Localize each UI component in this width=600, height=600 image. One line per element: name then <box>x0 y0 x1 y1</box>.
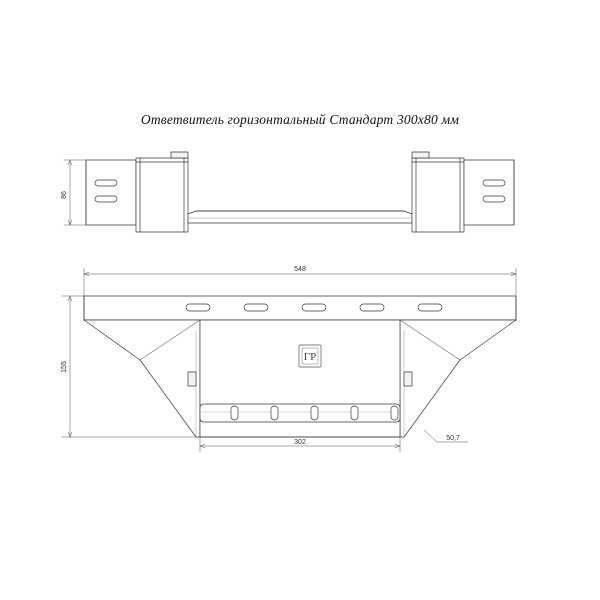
dimension-label-width-overall: 548 <box>294 266 306 273</box>
front-view-geometry <box>84 296 516 437</box>
page-title: Ответвитель горизонтальный Стандарт 300х80 мм <box>140 112 460 127</box>
dimension-label-width-inner: 302 <box>294 439 306 446</box>
top-view-geometry <box>86 152 514 232</box>
dimension-label-height-overall: 155 <box>61 361 68 373</box>
dimension-label-top-height: 86 <box>61 191 68 199</box>
logo-text: ГР <box>303 351 317 363</box>
dimension-label-depth-detail: 50,7 <box>446 435 460 442</box>
